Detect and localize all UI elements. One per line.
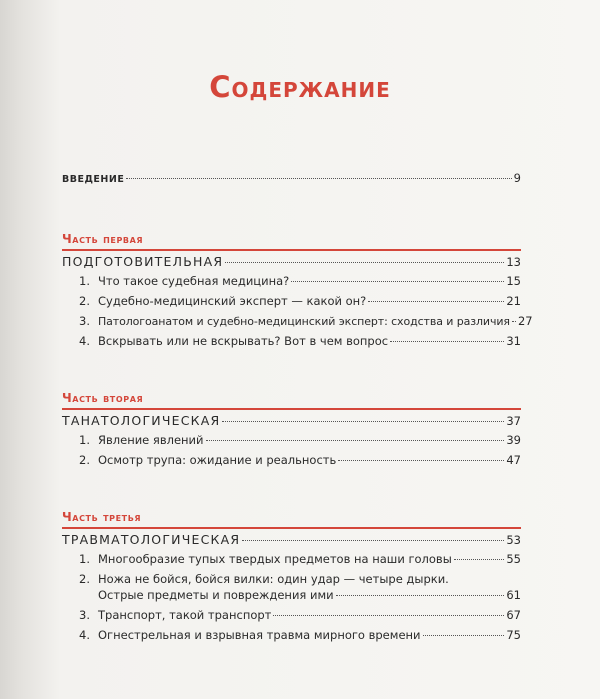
leader-dots — [242, 540, 504, 541]
entry-text: Патологоанатом и судебно-медицинский эксперт: сходства и различия — [98, 315, 510, 328]
toc-part-title[interactable] — [62, 532, 521, 552]
leader-dots — [273, 615, 504, 616]
entry-text: Явление явлений — [98, 433, 204, 447]
toc-entry[interactable] — [62, 628, 521, 648]
toc-part-title[interactable] — [62, 254, 521, 274]
leader-dots — [512, 321, 516, 322]
entry-number: 1. — [79, 552, 90, 566]
entry-page: 13 — [506, 255, 521, 269]
entry-page: 39 — [506, 433, 521, 447]
entry-number: 2. — [79, 453, 90, 467]
leader-dots — [291, 281, 504, 282]
part-rule — [62, 408, 521, 410]
toc-entry-intro[interactable] — [62, 171, 521, 191]
entry-page: 9 — [513, 171, 521, 185]
part-rule — [62, 249, 521, 251]
leader-dots — [338, 460, 504, 461]
leader-dots — [206, 440, 505, 441]
part-label: Часть третья — [62, 510, 142, 524]
leader-dots — [222, 421, 504, 422]
entry-number: 4. — [79, 334, 90, 348]
leader-dots — [390, 341, 504, 342]
entry-page: 67 — [506, 608, 521, 622]
entry-text: ПОДГОТОВИТЕЛЬНАЯ — [62, 254, 224, 269]
entry-text: Что такое судебная медицина? — [98, 274, 290, 288]
leader-dots — [423, 635, 505, 636]
entry-text: ВВЕДЕНИЕ — [62, 174, 125, 185]
part-label: Часть вторая — [62, 391, 144, 405]
entry-number: 2. — [79, 294, 90, 308]
entry-text: Вскрывать или не вскрывать? Вот в чем вопрос — [98, 334, 389, 348]
leader-dots — [126, 178, 511, 179]
entry-number: 2. — [79, 572, 90, 586]
entry-page: 53 — [506, 533, 521, 547]
entry-number: 3. — [79, 608, 90, 622]
entry-text: Огнестрельная и взрывная травма мирного времени — [98, 628, 421, 642]
leader-dots — [225, 262, 504, 263]
entry-page: 21 — [506, 294, 521, 308]
toc-entry[interactable] — [62, 314, 533, 334]
leader-dots — [368, 301, 504, 302]
toc-entry[interactable] — [62, 433, 521, 453]
entry-text: Многообразие тупых твердых предметов на наши головы — [98, 552, 452, 566]
entry-text: Транспорт, такой транспорт — [98, 608, 272, 622]
part-label: Часть первая — [62, 232, 144, 246]
entry-text: Осмотр трупа: ожидание и реальность — [98, 453, 337, 467]
entry-text: ТАНАТОЛОГИЧЕСКАЯ — [62, 413, 221, 428]
part-rule — [62, 527, 521, 529]
entry-text: ТРАВМАТОЛОГИЧЕСКАЯ — [62, 532, 241, 547]
entry-number: 4. — [79, 628, 90, 642]
entry-page: 27 — [517, 314, 533, 328]
entry-text: Судебно-медицинский эксперт — какой он? — [98, 294, 367, 308]
toc-part-title[interactable] — [62, 413, 521, 433]
toc-entry[interactable] — [62, 274, 521, 294]
leader-dots — [336, 595, 505, 596]
entry-page: 55 — [506, 552, 521, 566]
entry-page: 75 — [506, 628, 521, 642]
entry-number: 1. — [79, 433, 90, 447]
toc-entry[interactable] — [62, 453, 521, 473]
entry-page: 31 — [506, 334, 521, 348]
page-title: Содержание — [209, 70, 391, 104]
entry-text: Ножа не бойся, бойся вилки: один удар — четыре дырки. — [98, 572, 449, 586]
toc-entry-continuation[interactable] — [98, 588, 521, 608]
entry-number: 3. — [79, 314, 90, 328]
leader-dots — [454, 559, 505, 560]
toc-entry[interactable] — [62, 552, 521, 572]
entry-number: 1. — [79, 274, 90, 288]
toc-entry[interactable] — [62, 334, 521, 354]
entry-page: 15 — [506, 274, 521, 288]
entry-page: 47 — [506, 453, 521, 467]
entry-page: 37 — [506, 414, 521, 428]
entry-text-continuation: Острые предметы и повреждения ими — [98, 588, 334, 602]
toc-entry[interactable] — [62, 608, 521, 628]
entry-page: 61 — [506, 588, 521, 602]
toc-entry[interactable] — [62, 294, 521, 314]
